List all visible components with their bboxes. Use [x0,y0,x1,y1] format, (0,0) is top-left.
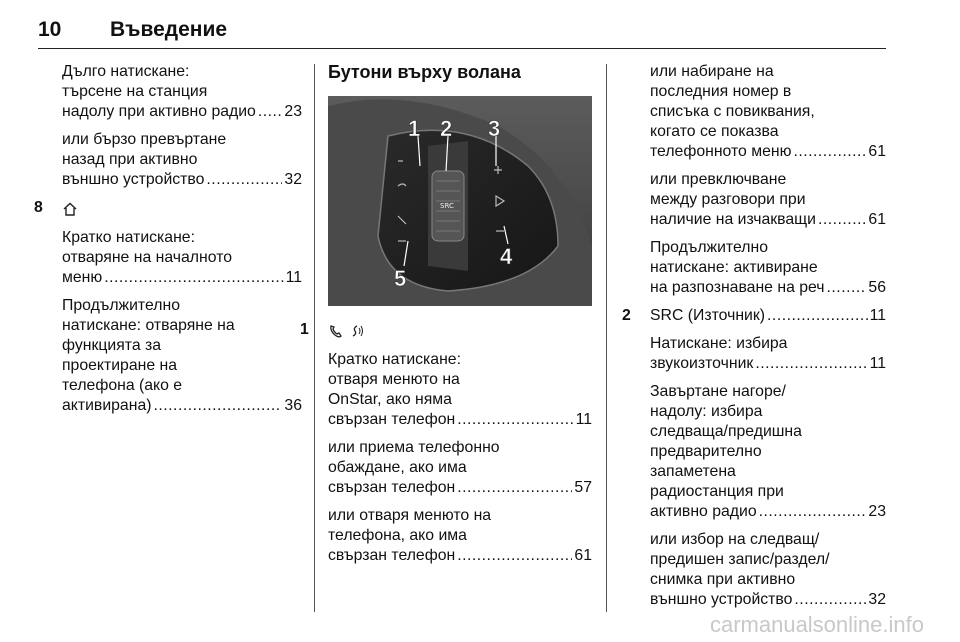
page-reference: на разпознаване на реч ..... 56 [650,278,886,298]
page-ref-number[interactable]: 23 [868,503,886,520]
column-3 [622,62,886,618]
watermark: carmanualsonline.info [709,612,924,637]
page-reference: SRC (Източник) ..... 11 [650,306,886,326]
text-block [650,238,886,298]
text-line: отваря менюто на [328,371,460,388]
photo-callout: 5 [394,266,407,291]
text-line: Кратко натискане: [62,229,195,246]
text-line: или избор на следващ/ [650,531,820,548]
text-line: предварително [650,443,762,460]
page-reference: звукоизточник ..... 11 [650,354,886,374]
page-reference: свързан телефон ..... 57 [328,478,592,498]
text-line: списъка с повиквания, [650,103,815,120]
voice-icon [348,323,364,339]
text-block [328,506,592,566]
text-line: или приема телефонно [328,439,500,456]
text-line: последния номер в [650,83,792,100]
text-line: проектиране на [62,357,178,374]
page-reference: активно радио ..... 23 [650,502,886,522]
text-block [650,334,886,374]
text-line: надолу: избира [650,403,763,420]
text-block [62,130,302,190]
page-reference: меню ..... 11 [62,268,302,288]
text-line: търсене на станция [62,83,208,100]
page-reference: надолу при активно радио ..... 23 [62,102,302,122]
page-ref-number[interactable]: 36 [284,397,302,414]
text-line: радиостанция при [650,483,784,500]
text-line: функцията за [62,337,162,354]
text-line: Натискане: избира [650,335,788,352]
text-line: телефона, ако има [328,527,467,544]
text-block [328,350,592,430]
page-title: Въведение [110,18,228,41]
text-line: обаждане, ако има [328,459,467,476]
column-1 [34,62,302,424]
text-line: или отваря менюто на [328,507,492,524]
page-ref-number[interactable]: 11 [869,307,886,324]
photo-callout: 4 [500,244,513,269]
column-divider [606,64,607,612]
page-ref-number[interactable]: 61 [574,547,592,564]
page-ref-number[interactable]: 57 [574,479,592,496]
text-block [62,296,302,416]
page-reference: телефонното меню ..... 61 [650,142,886,162]
item-number: 2 [622,307,631,324]
text-line: следваща/предишна [650,423,802,440]
text-line: Дълго натискане: [62,63,190,80]
page-ref-number[interactable]: 11 [869,355,886,372]
text-line: или набиране на [650,63,774,80]
steering-wheel-photo [328,96,592,306]
text-line: Продължително [62,297,180,314]
text-line: Продължително [650,239,768,256]
photo-callout: 1 [408,116,421,141]
page-reference: външно устройство ..... 32 [62,170,302,190]
page-header [38,10,886,49]
page-reference: свързан телефон ..... 11 [328,410,592,430]
photo-callout: 3 [488,116,501,141]
text-line: Кратко натискане: [328,351,461,368]
text-line: снимка при активно [650,571,796,588]
item-2 [622,306,886,610]
text-block [62,62,302,122]
item-number: 8 [34,199,43,216]
text-line: назад при активно [62,151,198,168]
page-number: 10 [38,18,62,41]
text-line: телефона (ако е [62,377,183,394]
page-ref-number[interactable]: 61 [868,211,886,228]
text-block [650,530,886,610]
text-line: когато се показва [650,123,779,140]
text-line: или превключване [650,171,787,188]
item-number: 1 [300,321,309,338]
text-line: запаметена [650,463,736,480]
page-ref-number[interactable]: 23 [284,103,302,120]
text-block [62,228,302,288]
page-ref-number[interactable]: 56 [868,279,886,296]
photo-button-label: SRC [440,202,454,210]
page-reference: наличие на изчакващи ..... 61 [650,210,886,230]
text-block [650,62,886,162]
text-line: натискане: отваряне на [62,317,235,334]
text-block [650,382,886,522]
page-ref-number[interactable]: 32 [284,171,302,188]
page-ref-number[interactable]: 11 [575,411,592,428]
phone-icon [328,323,344,339]
page-ref-number[interactable]: 61 [868,143,886,160]
item-1 [300,320,592,566]
page-ref-number[interactable]: 32 [868,591,886,608]
text-line: OnStar, ако няма [328,391,452,408]
section-title: Бутони върху волана [328,62,521,82]
text-line: или бързо превъртане [62,131,227,148]
page-ref-number[interactable]: 11 [285,269,302,286]
page-reference: външно устройство ..... 32 [650,590,886,610]
page-reference: свързан телефон ..... 61 [328,546,592,566]
text-line: Завъртане нагоре/ [650,383,786,400]
text-line: натискане: активиране [650,259,818,276]
home-icon [62,201,78,217]
column-2 [300,62,592,574]
text-block [650,170,886,230]
page-reference: активирана) ..... 36 [62,396,302,416]
column-divider [314,64,315,612]
text-block [328,438,592,498]
text-line: отваряне на началното [62,249,233,266]
photo-callout: 2 [440,116,453,141]
text-line: между разговори при [650,191,806,208]
item-8 [34,198,302,416]
text-line: предишен запис/раздел/ [650,551,830,568]
